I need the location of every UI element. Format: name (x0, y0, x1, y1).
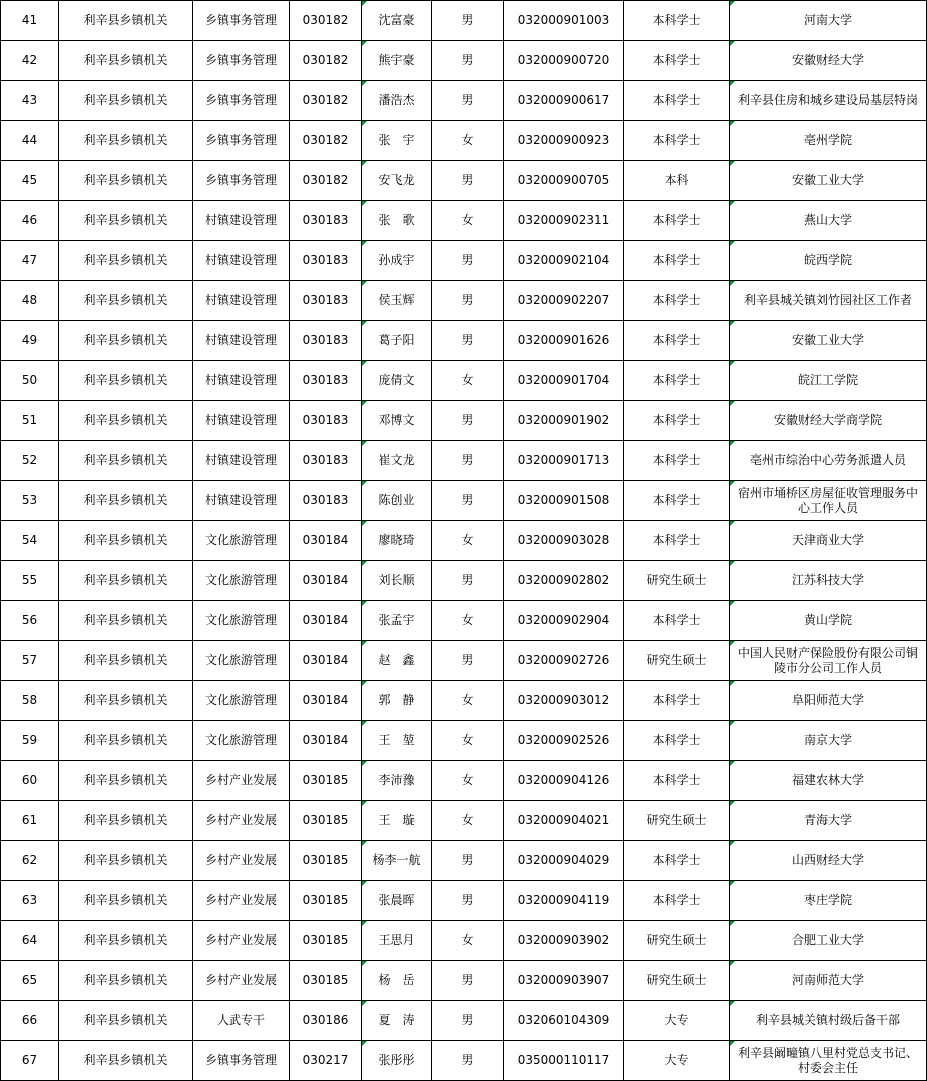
position-name-cell: 村镇建设管理 (193, 201, 290, 241)
gender-cell: 男 (432, 281, 504, 321)
unit-name-cell: 利辛县乡镇机关 (59, 41, 193, 81)
unit-name-cell: 利辛县乡镇机关 (59, 481, 193, 521)
ticket-number-cell: 032000904126 (504, 761, 624, 801)
ticket-number-cell: 032000901508 (504, 481, 624, 521)
employer-or-school-cell: 枣庄学院 (730, 881, 927, 921)
row-number-cell: 43 (1, 81, 59, 121)
position-code-cell: 030182 (290, 121, 362, 161)
position-name-cell: 乡村产业发展 (193, 841, 290, 881)
position-code-cell: 030185 (290, 921, 362, 961)
position-name-cell: 文化旅游管理 (193, 721, 290, 761)
ticket-number-cell: 032000900705 (504, 161, 624, 201)
candidate-name-cell: 庞倩文 (362, 361, 432, 401)
position-name-cell: 乡村产业发展 (193, 801, 290, 841)
position-name-cell: 乡村产业发展 (193, 921, 290, 961)
ticket-number-cell: 032000904029 (504, 841, 624, 881)
employer-or-school-cell: 安徽财经大学 (730, 41, 927, 81)
position-name-cell: 村镇建设管理 (193, 401, 290, 441)
unit-name-cell: 利辛县乡镇机关 (59, 721, 193, 761)
table-row (1, 961, 927, 1001)
row-number-cell: 60 (1, 761, 59, 801)
table-row (1, 681, 927, 721)
row-number-cell: 56 (1, 601, 59, 641)
row-number-cell: 49 (1, 321, 59, 361)
position-code-cell: 030217 (290, 1041, 362, 1081)
position-code-cell: 030185 (290, 961, 362, 1001)
position-name-cell: 乡村产业发展 (193, 881, 290, 921)
ticket-number-cell: 032000903028 (504, 521, 624, 561)
position-code-cell: 030183 (290, 481, 362, 521)
education-cell: 本科学士 (624, 761, 730, 801)
employer-or-school-cell: 利辛县城关镇刘竹园社区工作者 (730, 281, 927, 321)
candidate-name-cell: 王 堃 (362, 721, 432, 761)
employer-or-school-cell: 利辛县城关镇村级后备干部 (730, 1001, 927, 1041)
row-number-cell: 66 (1, 1001, 59, 1041)
row-number-cell: 57 (1, 641, 59, 681)
position-name-cell: 村镇建设管理 (193, 241, 290, 281)
table-row (1, 761, 927, 801)
education-cell: 本科学士 (624, 201, 730, 241)
employer-or-school-cell: 河南师范大学 (730, 961, 927, 1001)
position-name-cell: 村镇建设管理 (193, 481, 290, 521)
gender-cell: 男 (432, 481, 504, 521)
position-code-cell: 030182 (290, 41, 362, 81)
ticket-number-cell: 032000903902 (504, 921, 624, 961)
table-row (1, 401, 927, 441)
employer-or-school-cell: 亳州学院 (730, 121, 927, 161)
position-code-cell: 030185 (290, 841, 362, 881)
employer-or-school-cell: 黄山学院 (730, 601, 927, 641)
employer-or-school-cell: 福建农林大学 (730, 761, 927, 801)
table-row (1, 281, 927, 321)
ticket-number-cell: 032000902726 (504, 641, 624, 681)
employer-or-school-cell: 江苏科技大学 (730, 561, 927, 601)
row-number-cell: 54 (1, 521, 59, 561)
row-number-cell: 62 (1, 841, 59, 881)
position-name-cell: 乡镇事务管理 (193, 1, 290, 41)
candidate-name-cell: 杨李一航 (362, 841, 432, 881)
education-cell: 研究生硕士 (624, 961, 730, 1001)
position-name-cell: 村镇建设管理 (193, 361, 290, 401)
table-row (1, 641, 927, 681)
gender-cell: 女 (432, 361, 504, 401)
unit-name-cell: 利辛县乡镇机关 (59, 1001, 193, 1041)
table-row (1, 321, 927, 361)
education-cell: 本科学士 (624, 841, 730, 881)
candidate-name-cell: 张彤彤 (362, 1041, 432, 1081)
unit-name-cell: 利辛县乡镇机关 (59, 801, 193, 841)
employer-or-school-cell: 南京大学 (730, 721, 927, 761)
position-name-cell: 乡镇事务管理 (193, 1041, 290, 1081)
gender-cell: 女 (432, 681, 504, 721)
position-name-cell: 村镇建设管理 (193, 321, 290, 361)
position-code-cell: 030182 (290, 161, 362, 201)
gender-cell: 男 (432, 1001, 504, 1041)
position-code-cell: 030186 (290, 1001, 362, 1041)
education-cell: 本科学士 (624, 721, 730, 761)
position-code-cell: 030184 (290, 601, 362, 641)
employer-or-school-cell: 山西财经大学 (730, 841, 927, 881)
education-cell: 本科学士 (624, 681, 730, 721)
ticket-number-cell: 032000902904 (504, 601, 624, 641)
education-cell: 研究生硕士 (624, 641, 730, 681)
row-number-cell: 58 (1, 681, 59, 721)
education-cell: 本科学士 (624, 281, 730, 321)
education-cell: 本科学士 (624, 481, 730, 521)
education-cell: 研究生硕士 (624, 921, 730, 961)
gender-cell: 女 (432, 801, 504, 841)
gender-cell: 女 (432, 761, 504, 801)
education-cell: 大专 (624, 1001, 730, 1041)
candidate-name-cell: 赵 鑫 (362, 641, 432, 681)
table-body (1, 1, 927, 1081)
education-cell: 本科学士 (624, 321, 730, 361)
employer-or-school-cell: 宿州市埇桥区房屋征收管理服务中心工作人员 (730, 481, 927, 521)
employer-or-school-cell: 天津商业大学 (730, 521, 927, 561)
unit-name-cell: 利辛县乡镇机关 (59, 921, 193, 961)
position-name-cell: 文化旅游管理 (193, 561, 290, 601)
position-code-cell: 030185 (290, 761, 362, 801)
employer-or-school-cell: 合肥工业大学 (730, 921, 927, 961)
position-name-cell: 乡村产业发展 (193, 761, 290, 801)
position-code-cell: 030183 (290, 321, 362, 361)
education-cell: 本科学士 (624, 1, 730, 41)
unit-name-cell: 利辛县乡镇机关 (59, 681, 193, 721)
unit-name-cell: 利辛县乡镇机关 (59, 201, 193, 241)
education-cell: 研究生硕士 (624, 801, 730, 841)
table-row (1, 881, 927, 921)
ticket-number-cell: 032000902802 (504, 561, 624, 601)
unit-name-cell: 利辛县乡镇机关 (59, 521, 193, 561)
candidate-name-cell: 孙成宇 (362, 241, 432, 281)
row-number-cell: 63 (1, 881, 59, 921)
education-cell: 本科学士 (624, 241, 730, 281)
table-row (1, 561, 927, 601)
candidate-name-cell: 张孟宇 (362, 601, 432, 641)
unit-name-cell: 利辛县乡镇机关 (59, 441, 193, 481)
position-name-cell: 村镇建设管理 (193, 281, 290, 321)
position-name-cell: 乡镇事务管理 (193, 41, 290, 81)
gender-cell: 男 (432, 961, 504, 1001)
position-code-cell: 030183 (290, 281, 362, 321)
table-row (1, 721, 927, 761)
employer-or-school-cell: 中国人民财产保险股份有限公司铜陵市分公司工作人员 (730, 641, 927, 681)
row-number-cell: 47 (1, 241, 59, 281)
row-number-cell: 67 (1, 1041, 59, 1081)
unit-name-cell: 利辛县乡镇机关 (59, 961, 193, 1001)
candidate-name-cell: 张 宇 (362, 121, 432, 161)
position-code-cell: 030183 (290, 441, 362, 481)
ticket-number-cell: 032000902526 (504, 721, 624, 761)
education-cell: 本科学士 (624, 41, 730, 81)
education-cell: 大专 (624, 1041, 730, 1081)
unit-name-cell: 利辛县乡镇机关 (59, 601, 193, 641)
row-number-cell: 44 (1, 121, 59, 161)
gender-cell: 男 (432, 441, 504, 481)
table-row (1, 81, 927, 121)
candidate-name-cell: 崔文龙 (362, 441, 432, 481)
position-name-cell: 村镇建设管理 (193, 441, 290, 481)
unit-name-cell: 利辛县乡镇机关 (59, 121, 193, 161)
table-row (1, 1041, 927, 1081)
gender-cell: 男 (432, 241, 504, 281)
education-cell: 本科学士 (624, 401, 730, 441)
employer-or-school-cell: 青海大学 (730, 801, 927, 841)
education-cell: 研究生硕士 (624, 561, 730, 601)
employer-or-school-cell: 利辛县阚疃镇八里村党总支书记、村委会主任 (730, 1041, 927, 1081)
row-number-cell: 42 (1, 41, 59, 81)
table-row (1, 241, 927, 281)
position-name-cell: 文化旅游管理 (193, 601, 290, 641)
table-row (1, 361, 927, 401)
table-row (1, 41, 927, 81)
position-name-cell: 文化旅游管理 (193, 641, 290, 681)
unit-name-cell: 利辛县乡镇机关 (59, 401, 193, 441)
gender-cell: 女 (432, 921, 504, 961)
education-cell: 本科学士 (624, 361, 730, 401)
row-number-cell: 53 (1, 481, 59, 521)
position-name-cell: 文化旅游管理 (193, 521, 290, 561)
row-number-cell: 64 (1, 921, 59, 961)
unit-name-cell: 利辛县乡镇机关 (59, 281, 193, 321)
table-row (1, 201, 927, 241)
ticket-number-cell: 032000901902 (504, 401, 624, 441)
ticket-number-cell: 035000110117 (504, 1041, 624, 1081)
position-code-cell: 030185 (290, 801, 362, 841)
employer-or-school-cell: 利辛县住房和城乡建设局基层特岗 (730, 81, 927, 121)
gender-cell: 女 (432, 601, 504, 641)
gender-cell: 男 (432, 41, 504, 81)
candidate-name-cell: 郭 静 (362, 681, 432, 721)
ticket-number-cell: 032000900617 (504, 81, 624, 121)
candidate-name-cell: 李沛豫 (362, 761, 432, 801)
unit-name-cell: 利辛县乡镇机关 (59, 641, 193, 681)
table-row (1, 1, 927, 41)
gender-cell: 女 (432, 201, 504, 241)
row-number-cell: 50 (1, 361, 59, 401)
ticket-number-cell: 032000904119 (504, 881, 624, 921)
ticket-number-cell: 032000903907 (504, 961, 624, 1001)
table-row (1, 121, 927, 161)
position-code-cell: 030184 (290, 641, 362, 681)
table-row (1, 801, 927, 841)
row-number-cell: 48 (1, 281, 59, 321)
gender-cell: 男 (432, 321, 504, 361)
row-number-cell: 61 (1, 801, 59, 841)
position-code-cell: 030183 (290, 361, 362, 401)
row-number-cell: 59 (1, 721, 59, 761)
position-code-cell: 030184 (290, 721, 362, 761)
gender-cell: 女 (432, 521, 504, 561)
candidate-name-cell: 夏 涛 (362, 1001, 432, 1041)
ticket-number-cell: 032000901626 (504, 321, 624, 361)
unit-name-cell: 利辛县乡镇机关 (59, 321, 193, 361)
table-row (1, 1001, 927, 1041)
row-number-cell: 65 (1, 961, 59, 1001)
unit-name-cell: 利辛县乡镇机关 (59, 761, 193, 801)
gender-cell: 男 (432, 81, 504, 121)
candidate-name-cell: 熊宇豪 (362, 41, 432, 81)
position-name-cell: 人武专干 (193, 1001, 290, 1041)
candidate-name-cell: 侯玉辉 (362, 281, 432, 321)
position-code-cell: 030182 (290, 1, 362, 41)
candidate-name-cell: 陈创业 (362, 481, 432, 521)
position-name-cell: 文化旅游管理 (193, 681, 290, 721)
unit-name-cell: 利辛县乡镇机关 (59, 561, 193, 601)
candidate-name-cell: 王思月 (362, 921, 432, 961)
position-code-cell: 030183 (290, 401, 362, 441)
employer-or-school-cell: 河南大学 (730, 1, 927, 41)
table-row (1, 441, 927, 481)
ticket-number-cell: 032000902311 (504, 201, 624, 241)
position-code-cell: 030183 (290, 241, 362, 281)
employer-or-school-cell: 阜阳师范大学 (730, 681, 927, 721)
position-name-cell: 乡镇事务管理 (193, 161, 290, 201)
row-number-cell: 41 (1, 1, 59, 41)
table-row (1, 521, 927, 561)
education-cell: 本科学士 (624, 601, 730, 641)
table-row (1, 601, 927, 641)
gender-cell: 男 (432, 841, 504, 881)
unit-name-cell: 利辛县乡镇机关 (59, 1, 193, 41)
gender-cell: 男 (432, 561, 504, 601)
position-code-cell: 030184 (290, 561, 362, 601)
table-row (1, 841, 927, 881)
candidate-name-cell: 廖晓琦 (362, 521, 432, 561)
gender-cell: 男 (432, 881, 504, 921)
employer-or-school-cell: 皖西学院 (730, 241, 927, 281)
employer-or-school-cell: 燕山大学 (730, 201, 927, 241)
candidate-name-cell: 葛子阳 (362, 321, 432, 361)
ticket-number-cell: 032060104309 (504, 1001, 624, 1041)
candidate-name-cell: 张 歌 (362, 201, 432, 241)
unit-name-cell: 利辛县乡镇机关 (59, 881, 193, 921)
row-number-cell: 46 (1, 201, 59, 241)
candidate-name-cell: 刘长顺 (362, 561, 432, 601)
ticket-number-cell: 032000900720 (504, 41, 624, 81)
ticket-number-cell: 032000900923 (504, 121, 624, 161)
candidate-name-cell: 王 璇 (362, 801, 432, 841)
education-cell: 本科学士 (624, 121, 730, 161)
position-code-cell: 030184 (290, 521, 362, 561)
ticket-number-cell: 032000902104 (504, 241, 624, 281)
table-row (1, 481, 927, 521)
gender-cell: 男 (432, 641, 504, 681)
position-name-cell: 乡村产业发展 (193, 961, 290, 1001)
unit-name-cell: 利辛县乡镇机关 (59, 1041, 193, 1081)
candidate-name-cell: 杨 岳 (362, 961, 432, 1001)
gender-cell: 男 (432, 401, 504, 441)
unit-name-cell: 利辛县乡镇机关 (59, 81, 193, 121)
gender-cell: 男 (432, 1, 504, 41)
ticket-number-cell: 032000901704 (504, 361, 624, 401)
unit-name-cell: 利辛县乡镇机关 (59, 361, 193, 401)
position-code-cell: 030185 (290, 881, 362, 921)
position-code-cell: 030182 (290, 81, 362, 121)
ticket-number-cell: 032000901003 (504, 1, 624, 41)
gender-cell: 女 (432, 121, 504, 161)
education-cell: 本科学士 (624, 521, 730, 561)
education-cell: 本科学士 (624, 441, 730, 481)
ticket-number-cell: 032000904021 (504, 801, 624, 841)
position-code-cell: 030183 (290, 201, 362, 241)
ticket-number-cell: 032000902207 (504, 281, 624, 321)
employer-or-school-cell: 皖江工学院 (730, 361, 927, 401)
unit-name-cell: 利辛县乡镇机关 (59, 161, 193, 201)
row-number-cell: 51 (1, 401, 59, 441)
candidate-name-cell: 安飞龙 (362, 161, 432, 201)
position-name-cell: 乡镇事务管理 (193, 81, 290, 121)
gender-cell: 男 (432, 161, 504, 201)
employer-or-school-cell: 安徽财经大学商学院 (730, 401, 927, 441)
employer-or-school-cell: 亳州市综治中心劳务派遣人员 (730, 441, 927, 481)
education-cell: 本科 (624, 161, 730, 201)
education-cell: 本科学士 (624, 881, 730, 921)
candidate-name-cell: 邓博文 (362, 401, 432, 441)
candidate-name-cell: 张晨晖 (362, 881, 432, 921)
gender-cell: 女 (432, 721, 504, 761)
candidate-name-cell: 潘浩杰 (362, 81, 432, 121)
position-code-cell: 030184 (290, 681, 362, 721)
gender-cell: 男 (432, 1041, 504, 1081)
ticket-number-cell: 032000903012 (504, 681, 624, 721)
ticket-number-cell: 032000901713 (504, 441, 624, 481)
employer-or-school-cell: 安徽工业大学 (730, 321, 927, 361)
unit-name-cell: 利辛县乡镇机关 (59, 841, 193, 881)
table-row (1, 921, 927, 961)
unit-name-cell: 利辛县乡镇机关 (59, 241, 193, 281)
row-number-cell: 55 (1, 561, 59, 601)
employer-or-school-cell: 安徽工业大学 (730, 161, 927, 201)
row-number-cell: 45 (1, 161, 59, 201)
candidate-name-cell: 沈富豪 (362, 1, 432, 41)
position-name-cell: 乡镇事务管理 (193, 121, 290, 161)
table-row (1, 161, 927, 201)
education-cell: 本科学士 (624, 81, 730, 121)
row-number-cell: 52 (1, 441, 59, 481)
